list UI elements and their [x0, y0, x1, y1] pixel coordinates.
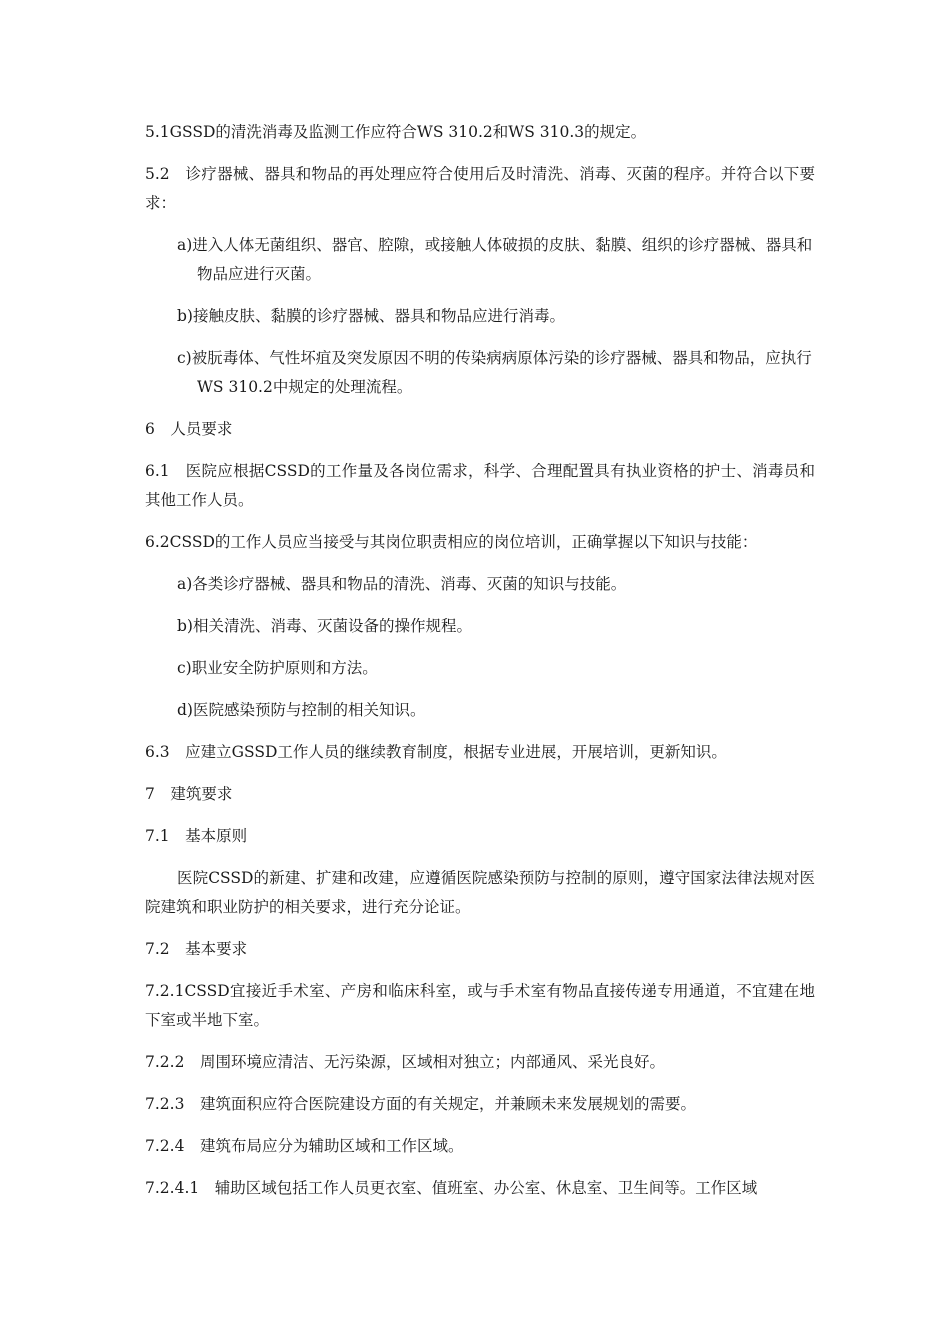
section-heading-7: 7 建筑要求 — [145, 785, 233, 803]
paragraph-7-2-4-1: 7.2.4.1 辅助区域包括工作人员更衣室、值班室、办公室、休息室、卫生间等。工作区域 — [145, 1179, 758, 1197]
paragraph-5-1: 5.1GSSD的清洗消毒及监测工作应符合WS 310.2和WS 310.3的规定。 — [145, 123, 647, 141]
list-item-6-2-b: b)相关清洗、消毒、灭菌设备的操作规程。 — [177, 617, 472, 635]
paragraph-6-2: 6.2CSSD的工作人员应当接受与其岗位职责相应的岗位培训，正确掌握以下知识与技能： — [145, 533, 758, 551]
list-item-5-2-c: c)被朊毒体、气性坏疽及突发原因不明的传染病病原体污染的诊疗器械、器具和物品，应执行WS 310.2中规定的处理流程。 — [177, 349, 812, 396]
list-item-6-2-c: c)职业安全防护原则和方法。 — [177, 659, 378, 677]
paragraph-6-3: 6.3 应建立GSSD工作人员的继续教育制度，根据专业进展，开展培训，更新知识。 — [145, 743, 727, 761]
paragraph-7-2-1: 7.2.1CSSD宜接近手术室、产房和临床科室，或与手术室有物品直接传递专用通道，不宜建在地下室或半地下室。 — [145, 982, 815, 1029]
list-item-5-2-b: b)接触皮肤、黏膜的诊疗器械、器具和物品应进行消毒。 — [177, 307, 565, 325]
paragraph-5-2: 5.2 诊疗器械、器具和物品的再处理应符合使用后及时清洗、消毒、灭菌的程序。并符合以下要求： — [145, 165, 815, 212]
list-item-5-2-a: a)进入人体无菌组织、器官、腔隙，或接触人体破损的皮肤、黏膜、组织的诊疗器械、器具和物品应进行灭菌。 — [177, 236, 813, 283]
list-item-6-2-d: d)医院感染预防与控制的相关知识。 — [177, 701, 426, 719]
document-body — [145, 118, 815, 1216]
subsection-heading-7-1: 7.1 基本原则 — [145, 827, 248, 845]
section-heading-6: 6 人员要求 — [145, 420, 233, 438]
paragraph-7-1-body: 医院CSSD的新建、扩建和改建，应遵循医院感染预防与控制的原则，遵守国家法律法规对医院建筑和职业防护的相关要求，进行充分论证。 — [145, 869, 815, 916]
paragraph-7-2-4: 7.2.4 建筑布局应分为辅助区域和工作区域。 — [145, 1137, 464, 1155]
list-item-6-2-a: a)各类诊疗器械、器具和物品的清洗、消毒、灭菌的知识与技能。 — [177, 575, 627, 593]
paragraph-7-2-2: 7.2.2 周围环境应清洁、无污染源，区域相对独立；内部通风、采光良好。 — [145, 1053, 665, 1071]
subsection-heading-7-2: 7.2 基本要求 — [145, 940, 248, 958]
paragraph-7-2-3: 7.2.3 建筑面积应符合医院建设方面的有关规定，并兼顾未来发展规划的需要。 — [145, 1095, 696, 1113]
paragraph-6-1: 6.1 医院应根据CSSD的工作量及各岗位需求，科学、合理配置具有执业资格的护士、消毒员和其他工作人员。 — [145, 462, 815, 509]
